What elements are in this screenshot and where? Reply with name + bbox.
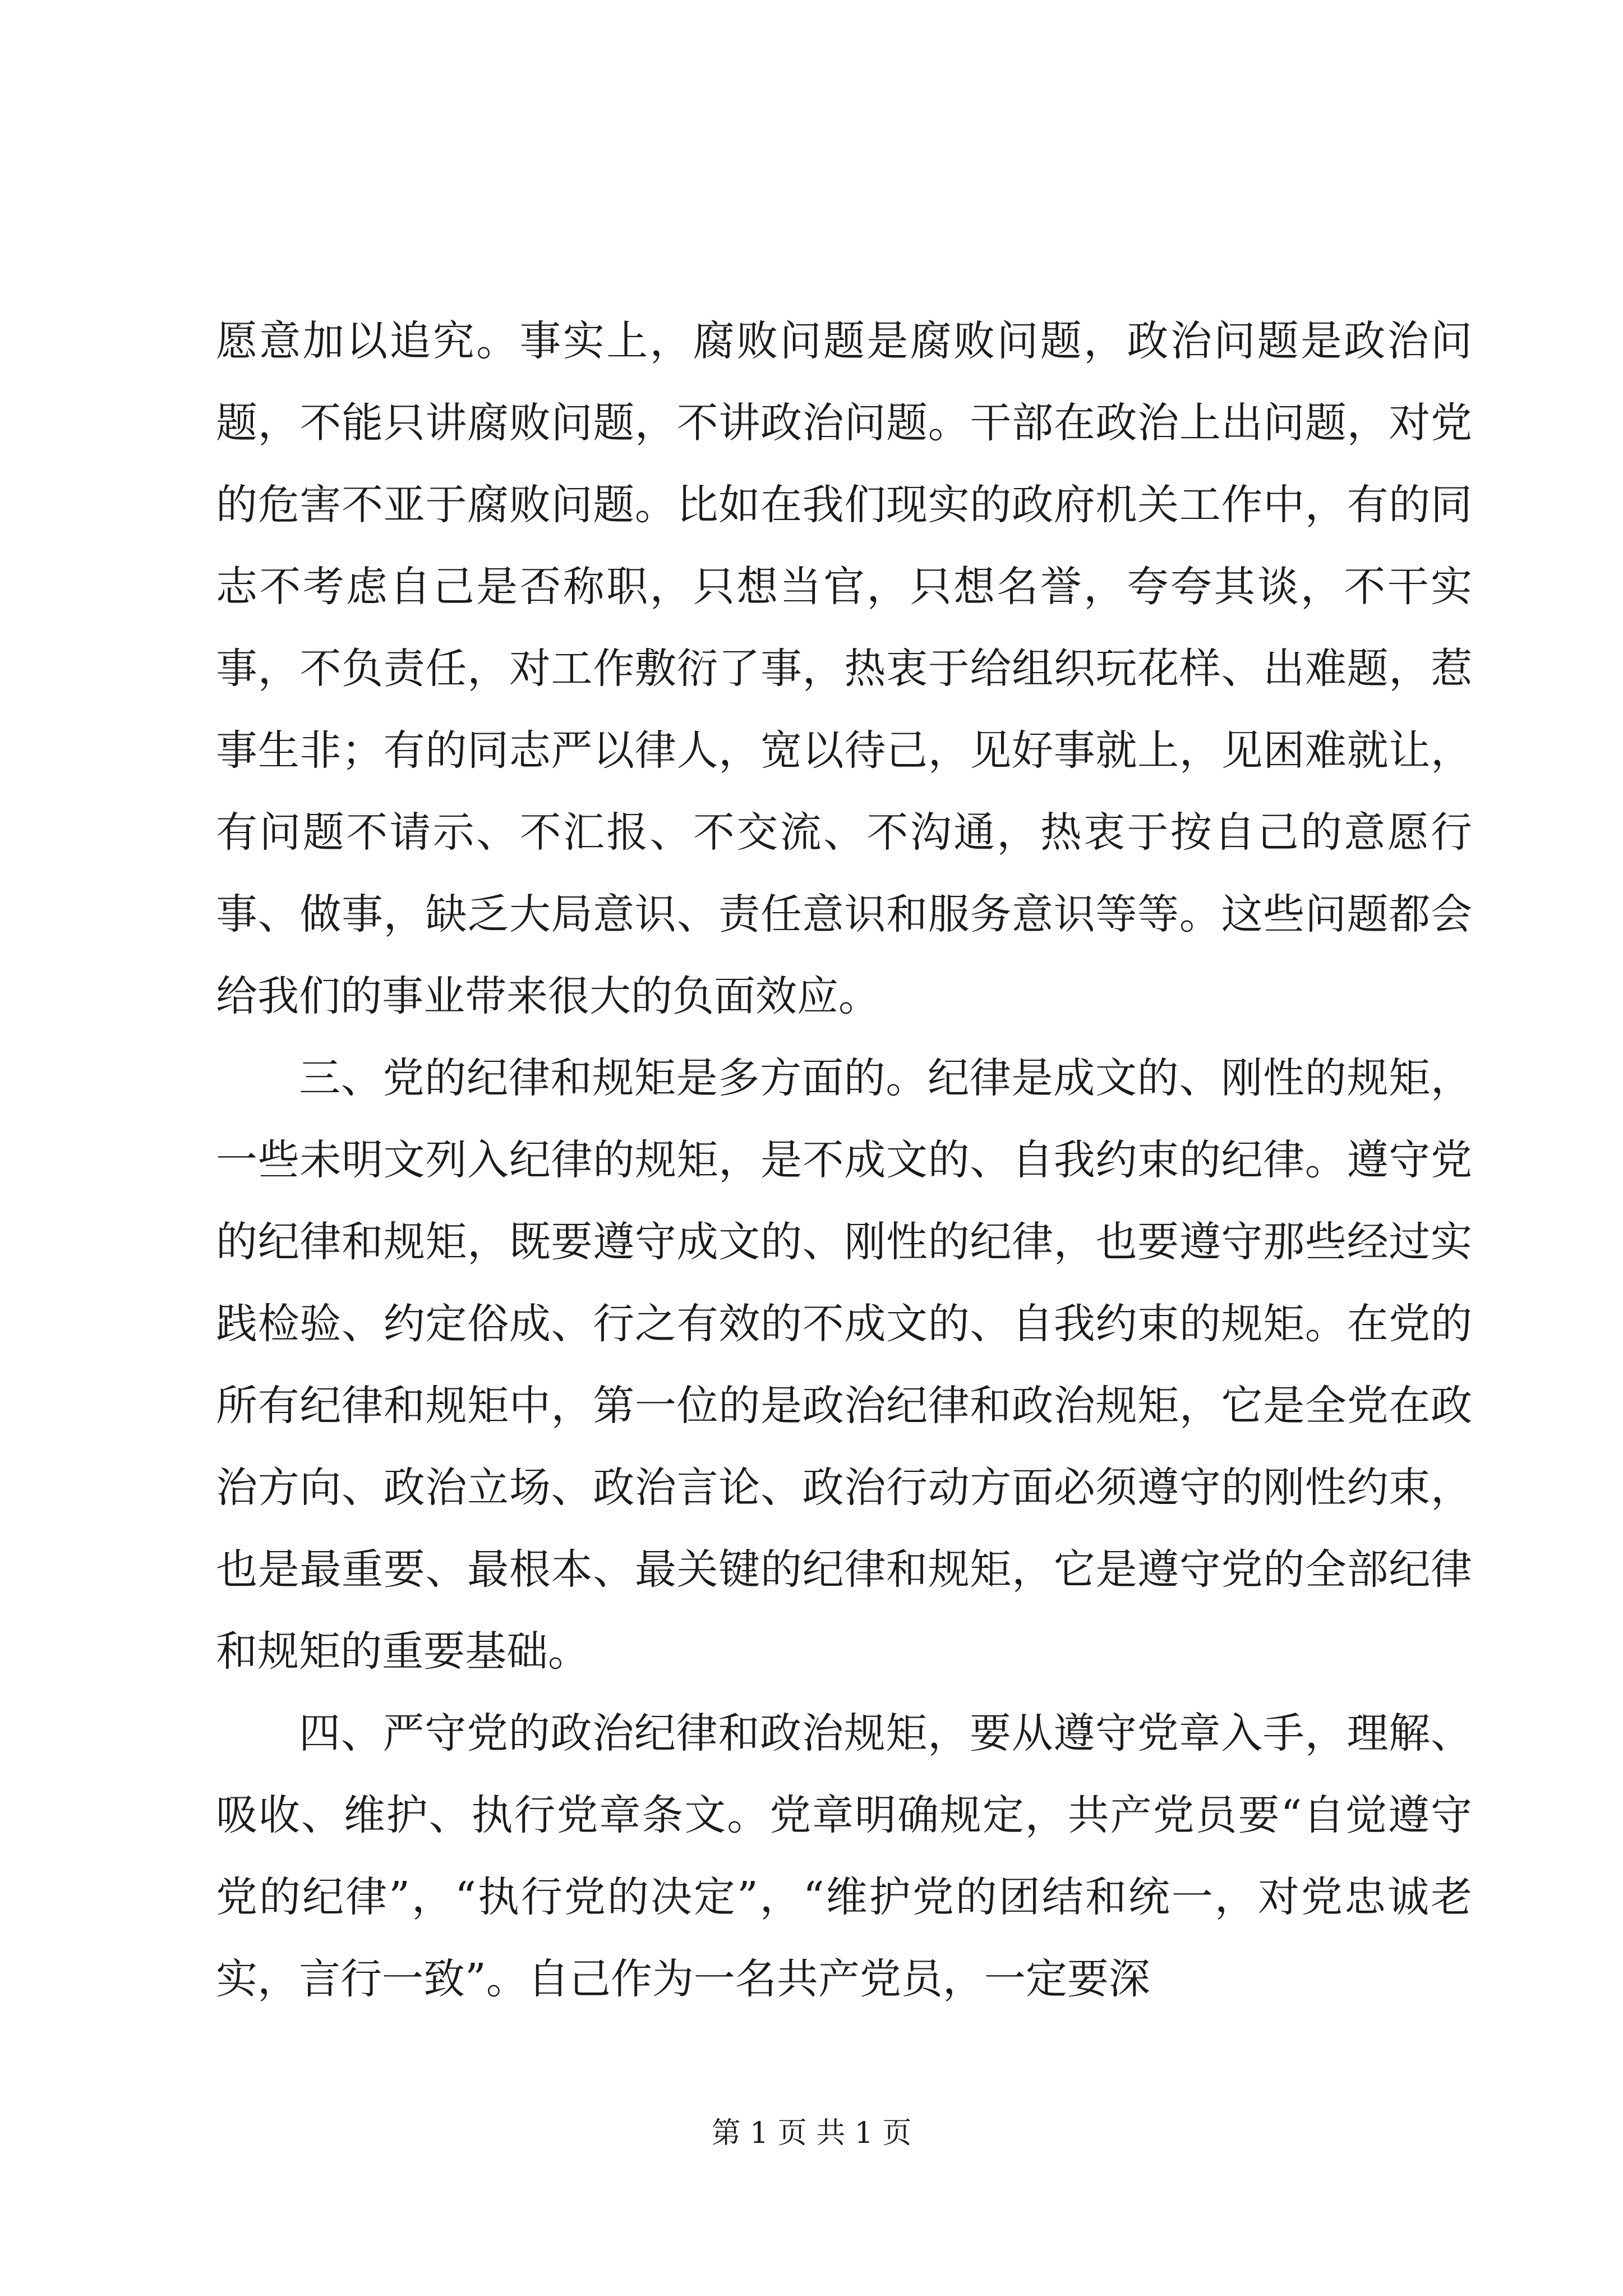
paragraph-section-three: 三、党的纪律和规矩是多方面的。纪律是成文的、刚性的规矩，一些未明文列入纪律的规矩，是不成文的、自我约束的纪律。遵守党的纪律和规矩，既要遵守成文的、刚性的纪律，也要遵守那些经过实践检验、约定俗成、行之有效的不成文的、自我约束的规矩。在党的所有纪律和规矩中，第一位的是政治纪律和政治规矩，它是全党在政治方向、政治立场、政治言论、政治行动方面必须遵守的刚性约束，也是最重要、最根本、最关键的纪律和规矩，它是遵守党的全部纪律和规矩的重要基础。 [216,1054,1472,1676]
body-text [216,300,1472,2020]
page-footer: 第 1 页 共 1 页 [711,2116,912,2150]
paragraph-section-four: 四、严守党的政治纪律和政治规矩，要从遵守党章入手，理解、吸收、维护、执行党章条文。党章明确规定，共产党员要“自觉遵守党的纪律”，“执行党的决定”，“维护党的团结和统一，对党忠诚老实，言行一致”。自己作为一名共产党员，一定要深 [216,1709,1472,2003]
paragraph-continuation: 愿意加以追究。事实上，腐败问题是腐败问题，政治问题是政治问题，不能只讲腐败问题，不讲政治问题。干部在政治上出问题，对党的危害不亚于腐败问题。比如在我们现实的政府机关工作中，有的同志不考虑自己是否称职，只想当官，只想名誉，夸夸其谈，不干实事，不负责任，对工作敷衍了事，热衷于给组织玩花样、出难题，惹事生非；有的同志严以律人，宽以待己，见好事就上，见困难就让，有问题不请示、不汇报、不交流、不沟通，热衷于按自己的意愿行事、做事，缺乏大局意识、责任意识和服务意识等等。这些问题都会给我们的事业带来很大的负面效应。 [216,317,1472,1020]
